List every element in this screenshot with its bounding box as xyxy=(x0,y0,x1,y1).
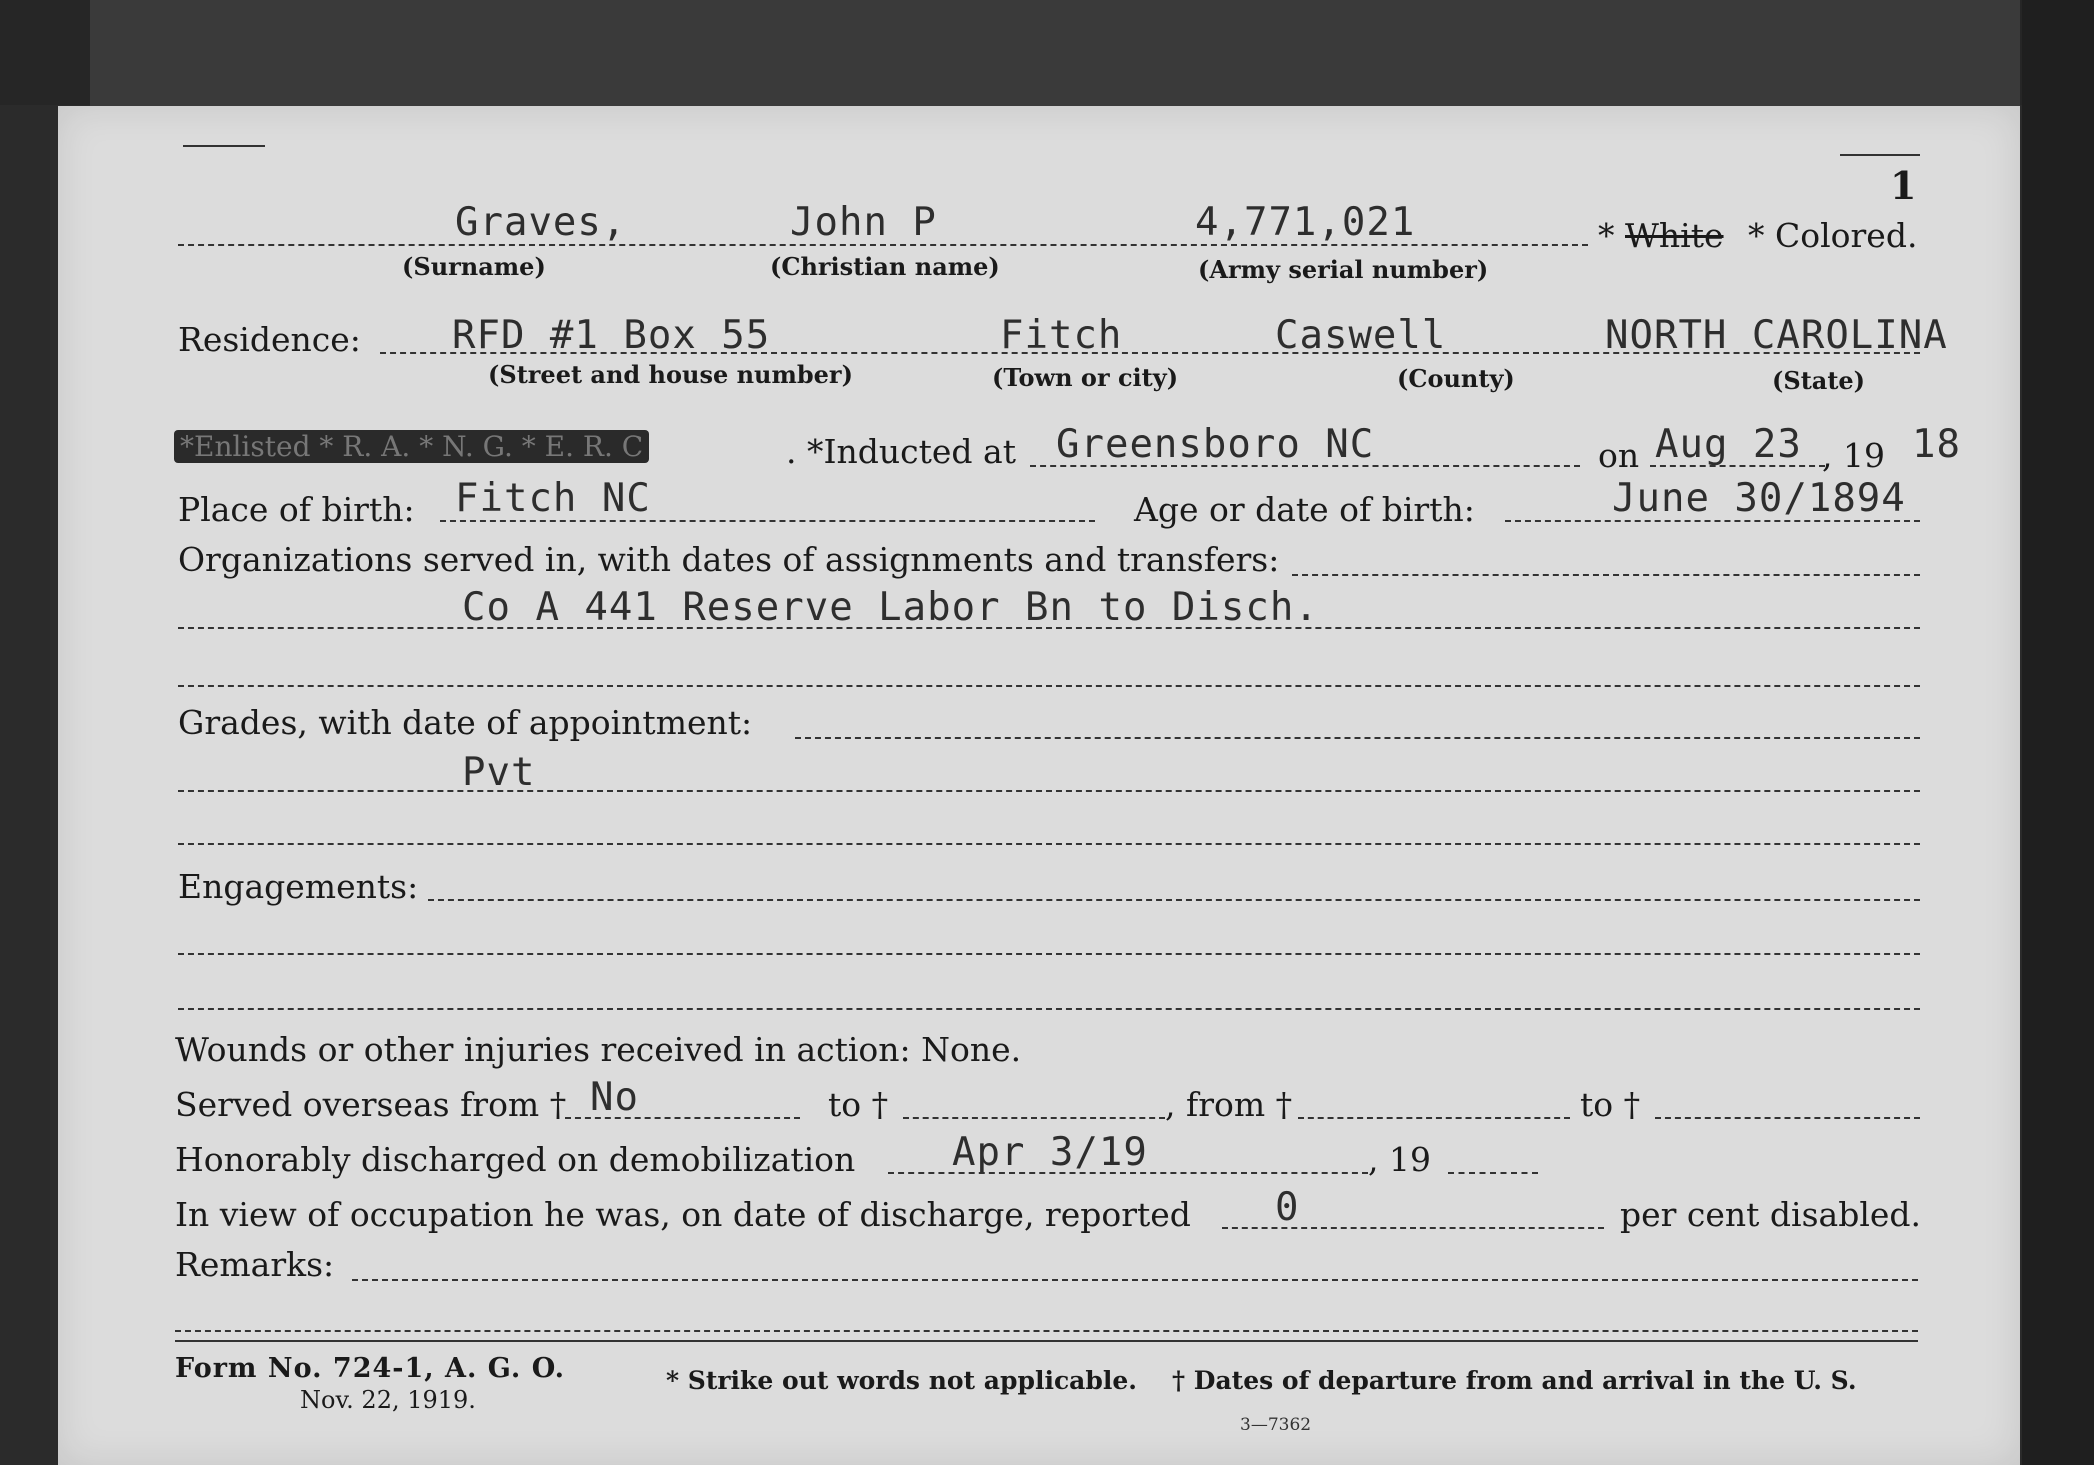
residence-label: Residence: xyxy=(178,320,361,359)
remarks-label: Remarks: xyxy=(175,1245,335,1284)
engagements-line-2 xyxy=(178,953,1920,955)
organizations-line-3 xyxy=(178,685,1920,687)
serial-number-value: 4,771,021 xyxy=(1195,200,1416,245)
age-label: Age or date of birth: xyxy=(1134,490,1475,529)
footnote-dates: † Dates of departure from and arrival in the U. S. xyxy=(1172,1366,1857,1395)
street-value: RFD #1 Box 55 xyxy=(452,313,771,358)
birth-date-value: June 30/1894 xyxy=(1612,476,1906,521)
organizations-label: Organizations served in, with dates of assignments and transfers: xyxy=(178,540,1280,579)
form-date: Nov. 22, 1919. xyxy=(300,1386,476,1414)
wounds-label: Wounds or other injuries received in action: None. xyxy=(175,1030,1022,1069)
town-value: Fitch xyxy=(1000,313,1123,358)
year-prefix: , 19 xyxy=(1822,436,1885,475)
on-label: on xyxy=(1598,436,1640,475)
footer-rule xyxy=(175,1340,1918,1342)
discharge-label: Honorably discharged on demobilization xyxy=(175,1140,856,1179)
grades-line-2 xyxy=(178,790,1920,792)
grades-line-3 xyxy=(178,843,1920,845)
organization-value: Co A 441 Reserve Labor Bn to Disch. xyxy=(462,585,1319,630)
overseas-label: Served overseas from † xyxy=(175,1085,567,1124)
christian-caption: (Christian name) xyxy=(770,252,1000,281)
organizations-line-1 xyxy=(1292,574,1920,576)
card-number: 1 xyxy=(1890,163,1917,208)
top-left-rule xyxy=(183,145,265,147)
birthplace-label: Place of birth: xyxy=(178,490,415,529)
state-caption: (State) xyxy=(1772,366,1866,395)
remarks-line-2 xyxy=(175,1330,1918,1332)
engagements-line-1 xyxy=(428,899,1920,901)
inducted-year-value: 18 xyxy=(1912,422,1961,467)
overseas-to-2-line xyxy=(1655,1117,1920,1119)
christian-name-value: John P xyxy=(790,200,937,245)
footnote-strike: * Strike out words not applicable. xyxy=(666,1366,1137,1395)
grades-line-1 xyxy=(795,737,1920,739)
discharge-date-value: Apr 3/19 xyxy=(952,1130,1148,1175)
engagements-label: Engagements: xyxy=(178,867,419,906)
top-right-rule xyxy=(1840,154,1920,156)
disabled-label: per cent disabled. xyxy=(1620,1195,1922,1234)
form-number: Form No. 724-1, A. G. O. xyxy=(175,1353,566,1384)
disability-value: 0 xyxy=(1275,1185,1300,1230)
grade-value: Pvt xyxy=(462,750,536,795)
discharge-year: , 19 xyxy=(1368,1140,1431,1179)
to-label-2: to † xyxy=(1580,1085,1641,1124)
background-right xyxy=(2022,0,2094,1465)
to-label: to † xyxy=(828,1085,889,1124)
birthplace-value: Fitch NC xyxy=(455,476,651,521)
discharge-year-line xyxy=(1448,1172,1538,1174)
record-card xyxy=(58,106,2020,1465)
overseas-from-2-line xyxy=(1298,1117,1570,1119)
remarks-line-1 xyxy=(352,1279,1918,1281)
race-colored: * Colored. xyxy=(1748,216,1918,255)
inducted-place-value: Greensboro NC xyxy=(1056,422,1375,467)
engagements-line-3 xyxy=(178,1008,1920,1010)
overseas-to-line xyxy=(903,1117,1165,1119)
surname-caption: (Surname) xyxy=(402,252,546,281)
inducted-date-value: Aug 23 xyxy=(1655,422,1802,467)
from-label: , from † xyxy=(1165,1085,1293,1124)
grades-label: Grades, with date of appointment: xyxy=(178,703,753,742)
background-strip xyxy=(90,0,2020,108)
state-value: NORTH CAROLINA xyxy=(1605,313,1948,358)
occupation-label: In view of occupation he was, on date of discharge, reported xyxy=(175,1195,1191,1234)
race-white: * White xyxy=(1598,216,1724,255)
surname-value: Graves, xyxy=(455,200,627,245)
serial-caption: (Army serial number) xyxy=(1198,255,1489,284)
street-caption: (Street and house number) xyxy=(488,360,853,389)
town-caption: (Town or city) xyxy=(992,363,1179,392)
print-code: 3—7362 xyxy=(1240,1415,1312,1435)
enlisted-redacted: *Enlisted * R. A. * N. G. * E. R. C xyxy=(174,430,649,463)
overseas-value: No xyxy=(590,1075,639,1120)
county-caption: (County) xyxy=(1397,364,1515,393)
county-value: Caswell xyxy=(1275,313,1447,358)
inducted-label: . *Inducted at xyxy=(786,432,1016,471)
